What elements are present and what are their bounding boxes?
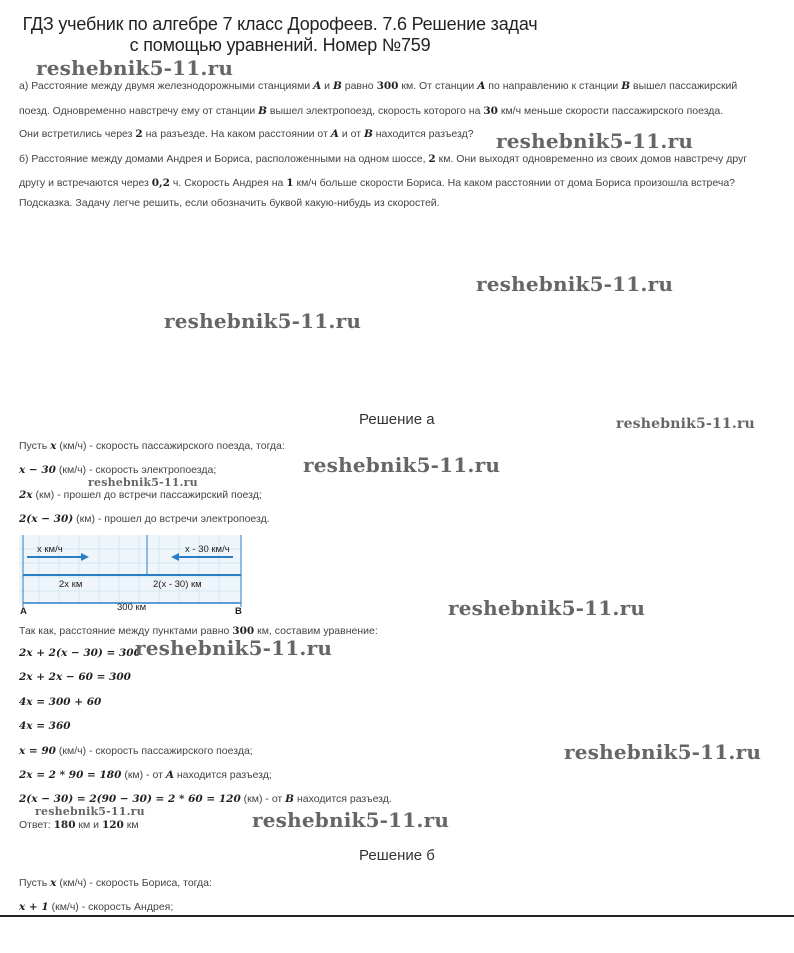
- problem-a-line-2: поезд. Одновременно навстречу ему от станции B вышел электропоезд, скорость которого на 30 км/ч меньше скорости пассажирского поезда.: [19, 105, 724, 117]
- solution-a-line-2: x − 30 (км/ч) - скорость электропоезда;: [19, 464, 217, 476]
- segment-left-label: 2x км: [59, 579, 83, 590]
- problem-b-hint: Подсказка. Задачу легче решить, если обозначить буквой какую-нибудь из скоростей.: [19, 197, 440, 209]
- problem-b-line-1: б) Расстояние между домами Андрея и Бориса, расположенными на одном шоссе, 2 км. Они выходят одновременно из своих домов навстречу друг: [19, 153, 748, 165]
- problem-a-line-1: а) Расстояние между двумя железнодорожными станциями A и B равно 300 км. От станции A по направлению к станции B вышел пассажирский: [19, 80, 738, 92]
- solution-a-line-6: x = 90 (км/ч) - скорость пассажирского поезда;: [19, 745, 253, 757]
- solution-b-line-1: Пусть x (км/ч) - скорость Бориса, тогда:: [19, 877, 212, 889]
- answer-line: Ответ: 180 км и 120 км: [19, 819, 139, 831]
- total-distance-label: 300 км: [117, 602, 147, 613]
- solution-a-line-1: Пусть x (км/ч) - скорость пассажирского поезда, тогда:: [19, 440, 285, 452]
- watermark: reshebnik5-11.ru: [36, 56, 234, 80]
- problem-b-line-2: другу и встречаются через 0,2 ч. Скорость Андрея на 1 км/ч больше скорости Бориса. На каком расстоянии от дома Бориса произошла встреча?: [19, 177, 736, 189]
- equation-2: 2x + 2x − 60 = 300: [19, 671, 131, 683]
- problem-a-line-3: Они встретились через 2 на разъезде. На каком расстоянии от A и от B находится разъезд?: [19, 128, 474, 140]
- speed-left-label: x км/ч: [37, 544, 63, 555]
- equation-3: 4x = 300 + 60: [19, 696, 102, 708]
- solution-a-line-3: 2x (км) - прошел до встречи пассажирский поезд;: [19, 489, 262, 501]
- watermark: reshebnik5-11.ru: [448, 596, 646, 620]
- solution-a-line-4: 2(x − 30) (км) - прошел до встречи электропоезд.: [19, 513, 270, 525]
- watermark: reshebnik5-11.ru: [564, 740, 762, 764]
- watermark: reshebnik5-11.ru: [303, 453, 501, 477]
- page-title: ГДЗ учебник по алгебре 7 класс Дорофеев. 7.6 Решение задач с помощью уравнений. Номер №759: [22, 14, 538, 55]
- solution-b-heading: Решение б: [359, 847, 435, 864]
- segment-right-label: 2(x - 30) км: [153, 579, 202, 590]
- point-a-label: A: [20, 606, 27, 615]
- solution-a-line-7: 2x = 2 * 90 = 180 (км) - от A находится разъезд;: [19, 769, 272, 781]
- meeting-diagram: [19, 535, 243, 615]
- solution-a-heading: Решение а: [359, 411, 435, 428]
- equation-4: 4x = 360: [19, 720, 71, 732]
- watermark: reshebnik5-11.ru: [164, 309, 362, 333]
- bottom-divider: [0, 915, 794, 917]
- solution-b-line-2: x + 1 (км/ч) - скорость Андрея;: [19, 901, 174, 913]
- watermark: reshebnik5-11.ru: [616, 416, 755, 432]
- watermark: reshebnik5-11.ru: [35, 805, 145, 818]
- watermark: reshebnik5-11.ru: [496, 129, 694, 153]
- watermark: reshebnik5-11.ru: [252, 808, 450, 832]
- speed-right-label: x - 30 км/ч: [185, 544, 230, 555]
- watermark: reshebnik5-11.ru: [135, 636, 333, 660]
- watermark: reshebnik5-11.ru: [88, 476, 198, 489]
- equation-1: 2x + 2(x − 30) = 300: [19, 647, 141, 659]
- watermark: reshebnik5-11.ru: [476, 272, 674, 296]
- solution-a-line-5: Так как, расстояние между пунктами равно 300 км, составим уравнение:: [19, 625, 378, 637]
- solution-a-line-8: 2(x − 30) = 2(90 − 30) = 2 * 60 = 120 (км) - от B находится разъезд.: [19, 793, 392, 805]
- point-b-label: B: [235, 606, 242, 615]
